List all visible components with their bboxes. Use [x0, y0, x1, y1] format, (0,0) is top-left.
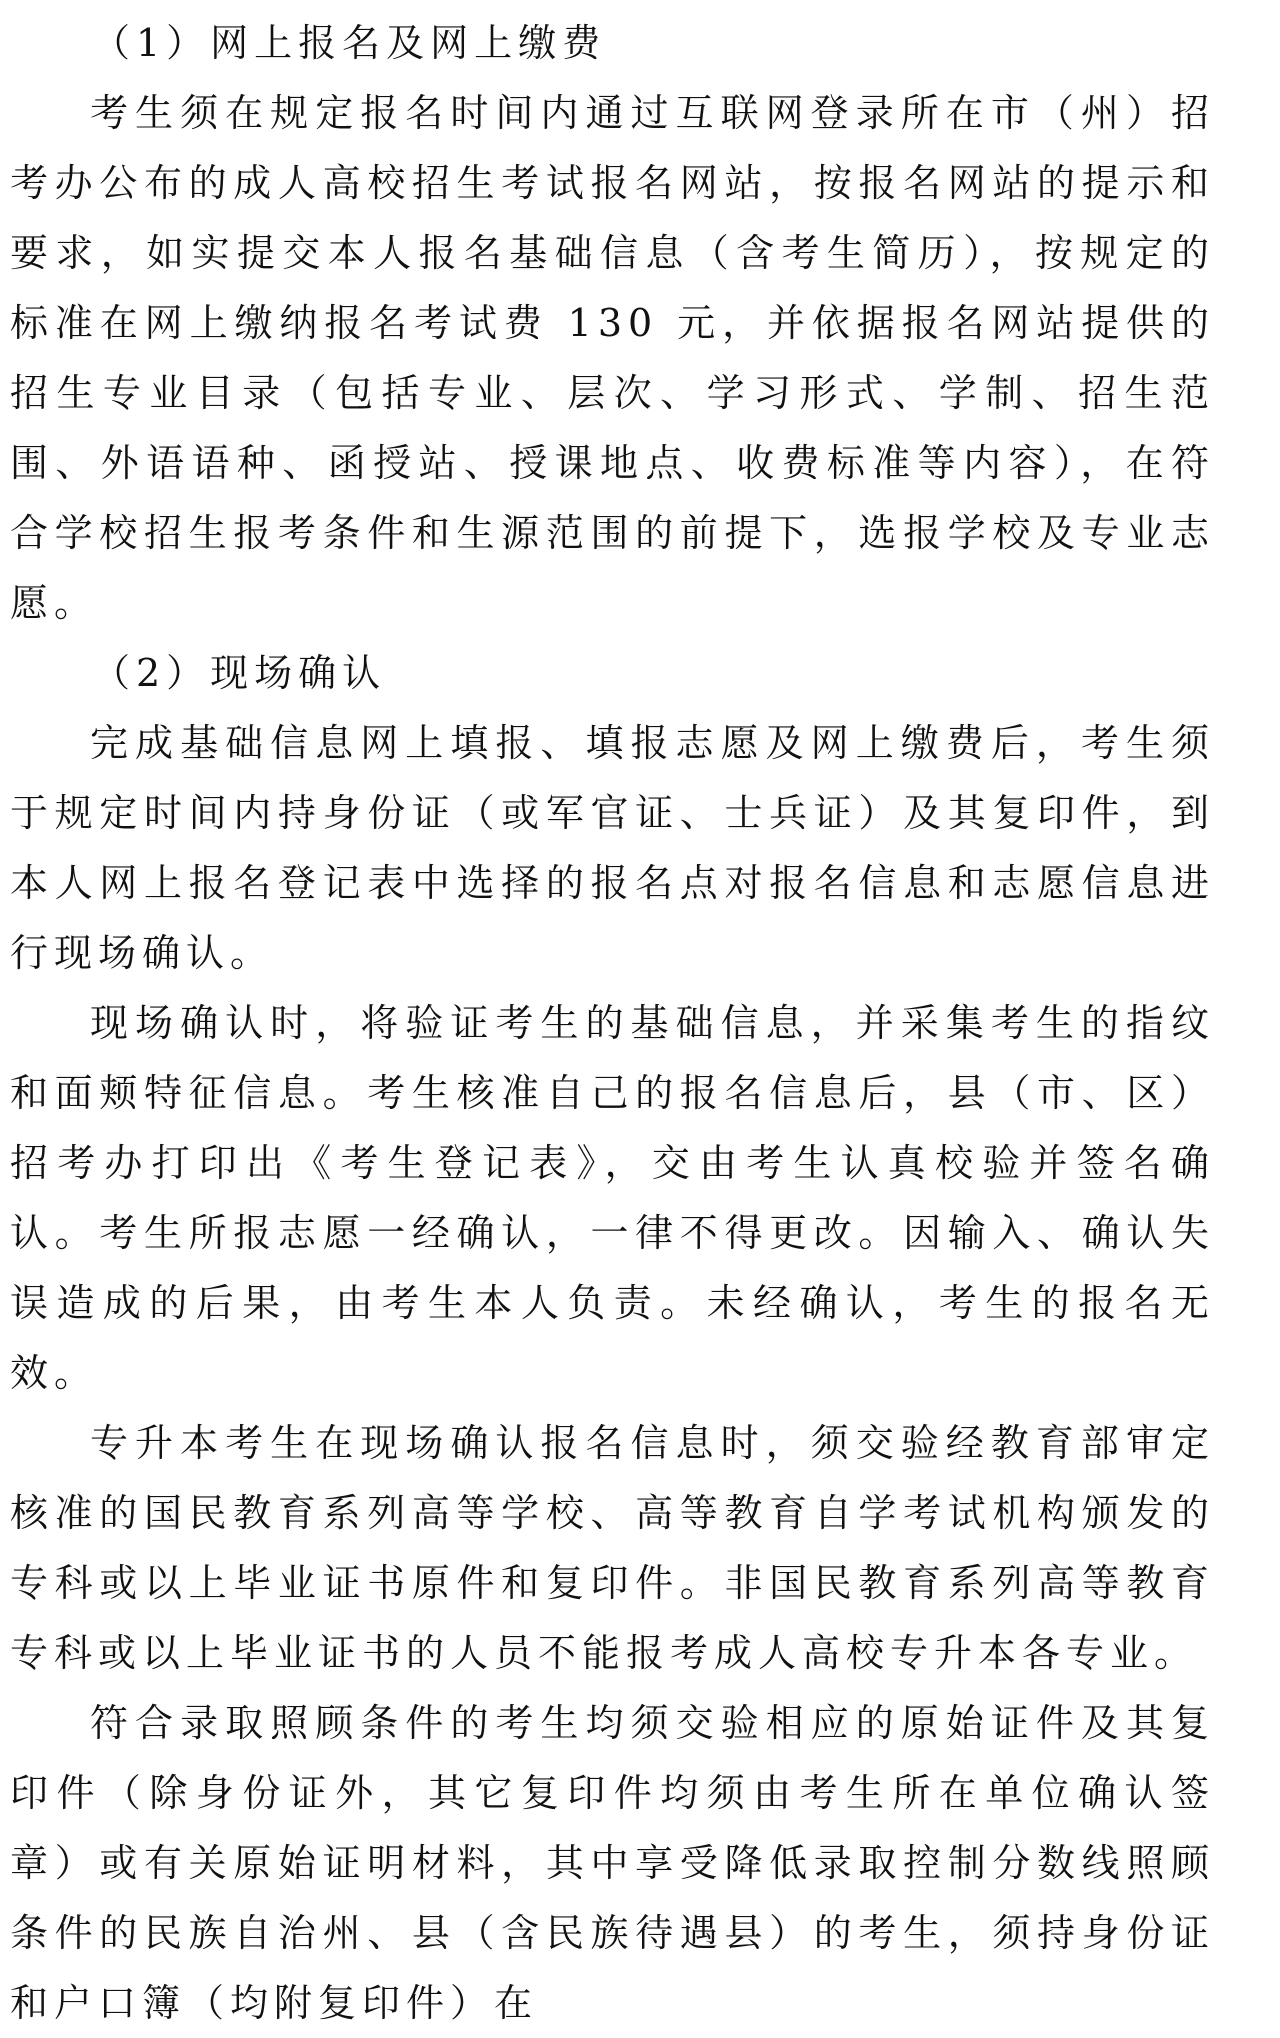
document-page: [10, 8, 1215, 2038]
paragraph-admission-preferences: 符合录取照顾条件的考生均须交验相应的原始证件及其复印件（除身份证外，其它复印件均须由考生所在单位确认签章）或有关原始证明材料，其中享受降低录取控制分数线照顾条件的民族自治州、县（含民族待遇县）的考生，须持身份证和户口簿（均附复印件）在: [10, 1701, 1215, 2025]
paragraph-onsite-confirmation-process: 现场确认时，将验证考生的基础信息，并采集考生的指纹和面颊特征信息。考生核准自己的报名信息后，县（市、区）招考办打印出《考生登记表》，交由考生认真校验并签名确认。考生所报志愿一经确认，一律不得更改。因输入、确认失误造成的后果，由考生本人负责。未经确认，考生的报名无效。: [10, 1001, 1215, 1395]
section-heading-online-registration: （1）网上报名及网上缴费: [92, 21, 607, 65]
paragraph-upgrade-candidates: 专升本考生在现场确认报名信息时，须交验经教育部审定核准的国民教育系列高等学校、高等教育自学考试机构颁发的专科或以上毕业证书原件和复印件。非国民教育系列高等教育专科或以上毕业证书的人员不能报考成人高校专升本各专业。: [10, 1421, 1215, 1675]
paragraph-online-registration: 考生须在规定报名时间内通过互联网登录所在市（州）招考办公布的成人高校招生考试报名网站，按报名网站的提示和要求，如实提交本人报名基础信息（含考生简历），按规定的标准在网上缴纳报名考试费 130 元，并依据报名网站提供的招生专业目录（包括专业、层次、学习形式、学制、招生范围、外语语种、函授站、授课地点、收费标准等内容），在符合学校招生报考条件和生源范围的前提下，选报学校及专业志愿。: [10, 91, 1215, 625]
section-heading-onsite-confirmation: （2）现场确认: [92, 651, 387, 695]
paragraph-onsite-confirmation-intro: 完成基础信息网上填报、填报志愿及网上缴费后，考生须于规定时间内持身份证（或军官证、士兵证）及其复印件，到本人网上报名登记表中选择的报名点对报名信息和志愿信息进行现场确认。: [10, 721, 1215, 975]
